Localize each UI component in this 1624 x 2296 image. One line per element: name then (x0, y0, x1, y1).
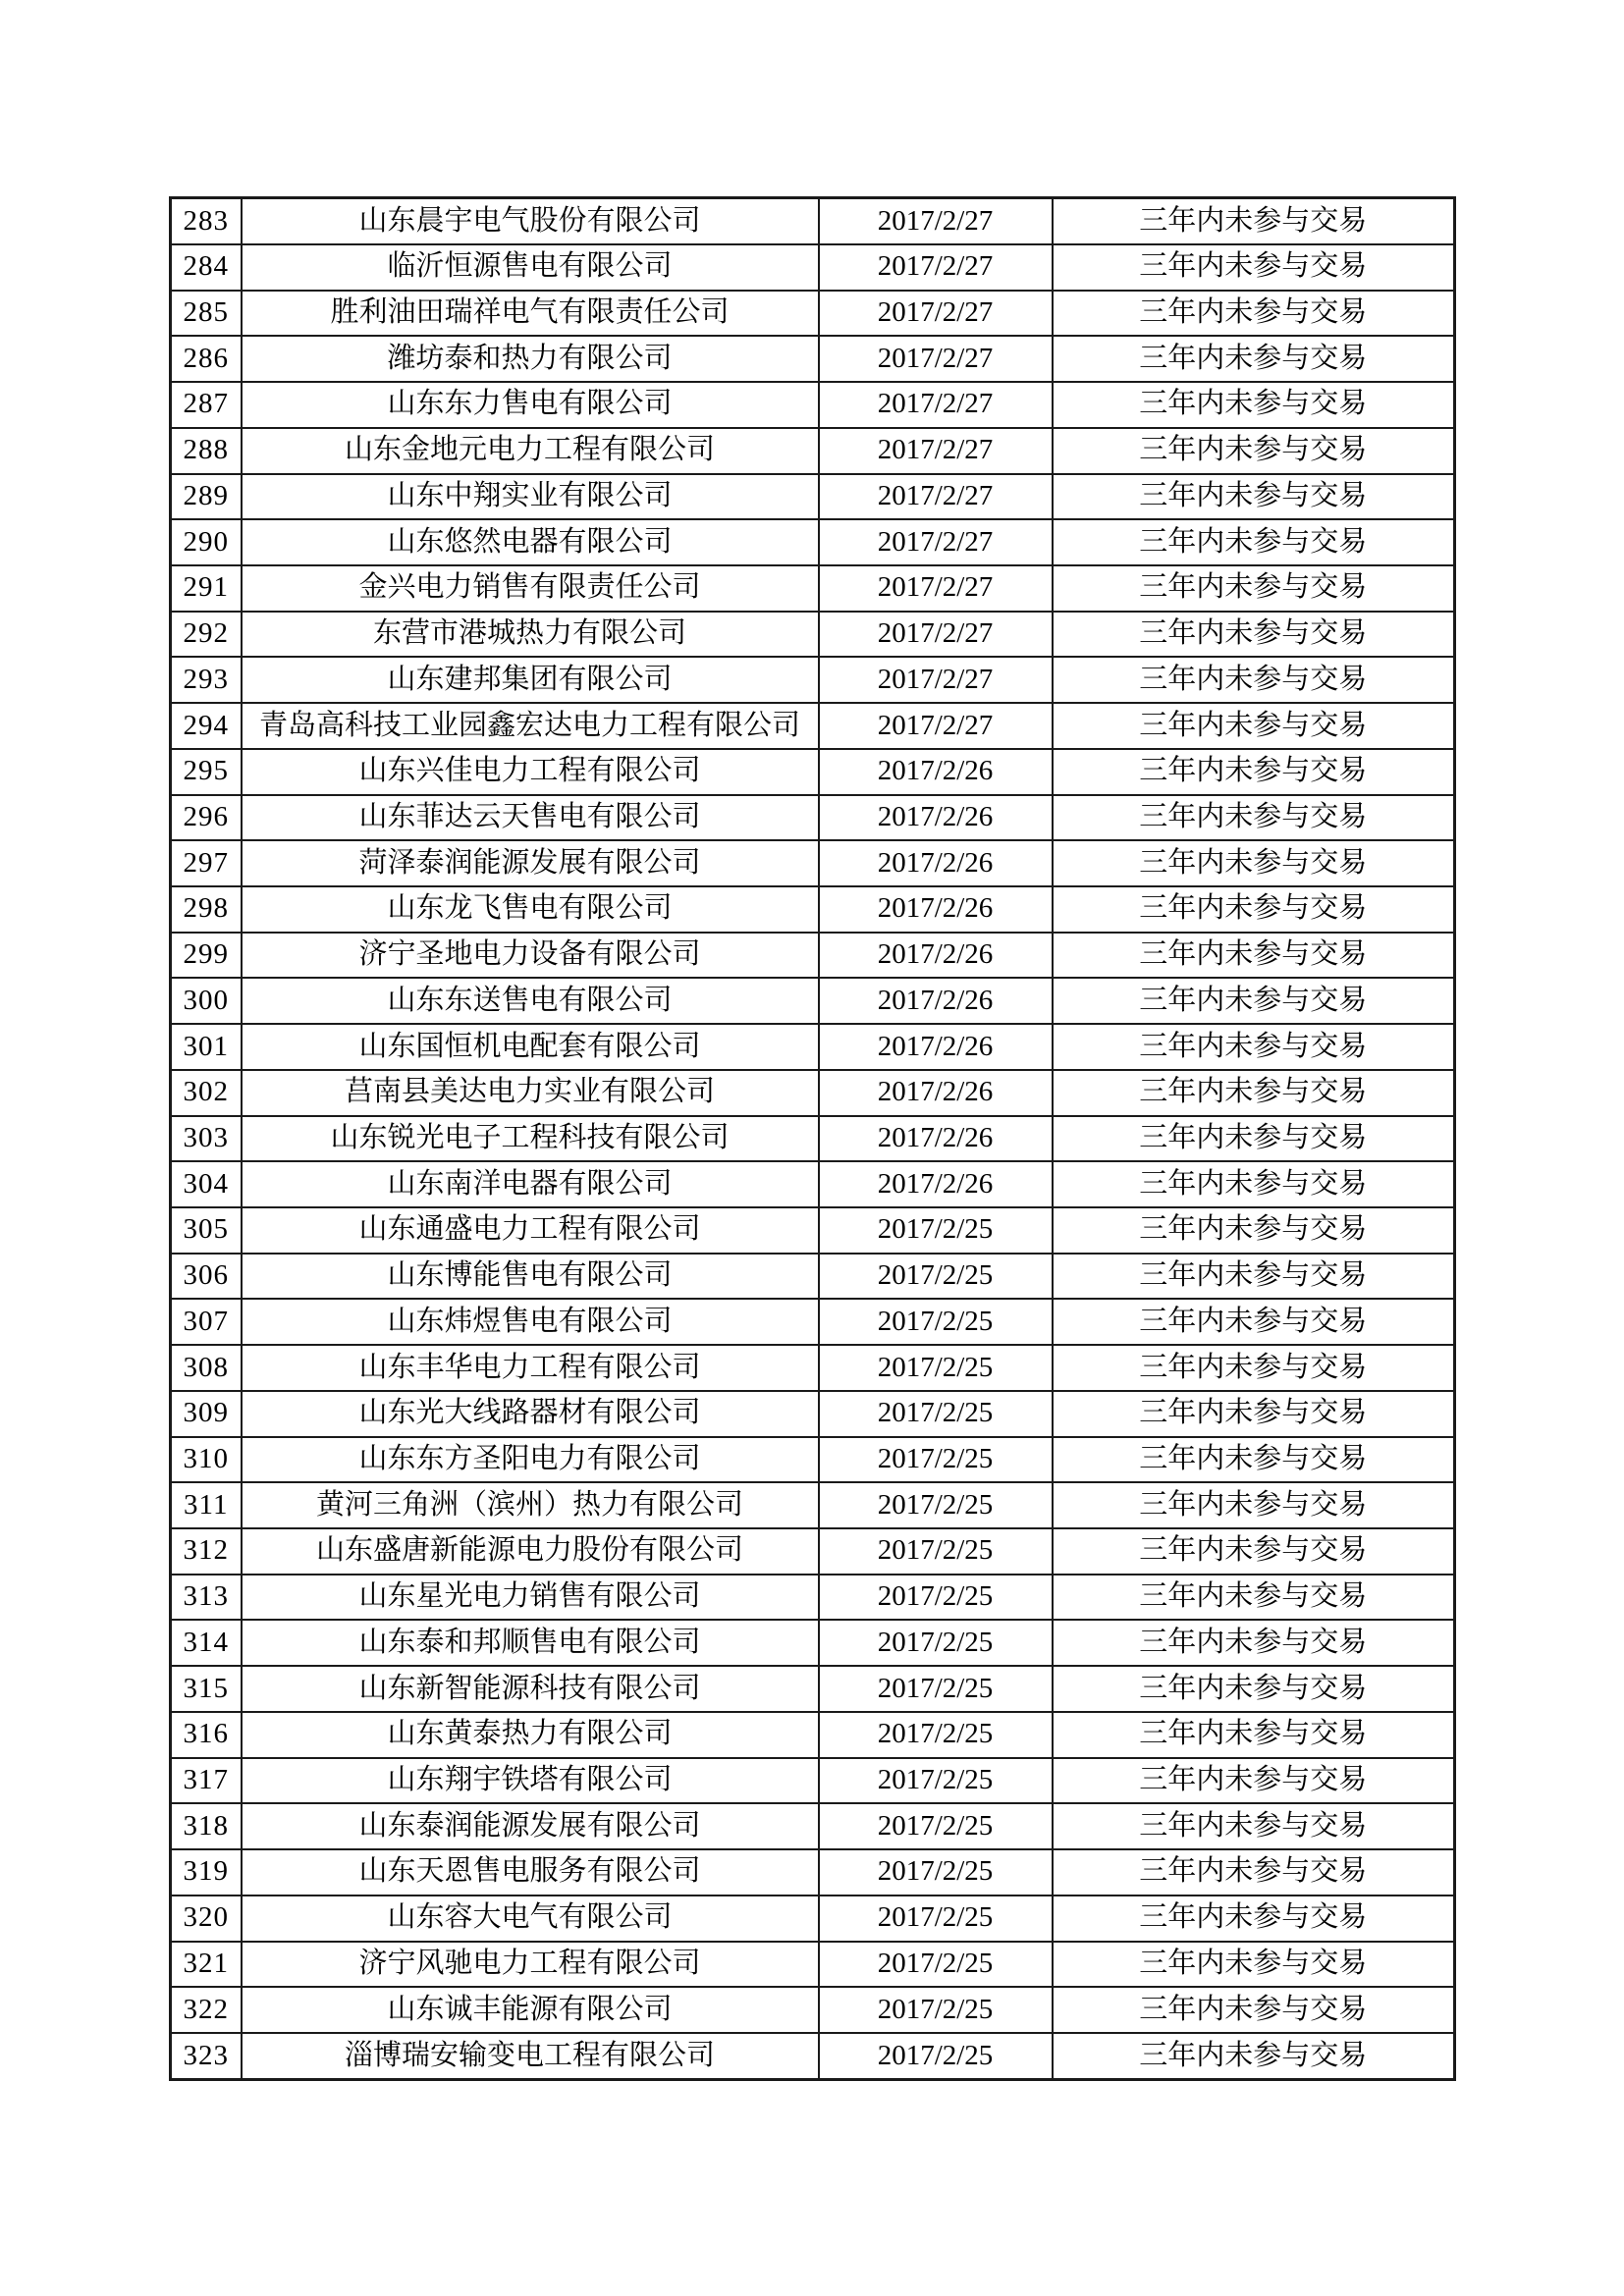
row-number-cell: 312 (171, 1528, 242, 1575)
date-cell: 2017/2/26 (819, 795, 1053, 841)
date-cell: 2017/2/25 (819, 1345, 1053, 1391)
table-row (171, 1849, 1455, 1896)
registry-table-body (171, 198, 1455, 2080)
status-cell: 三年内未参与交易 (1053, 1803, 1455, 1849)
table-row (171, 1391, 1455, 1437)
row-number-cell: 294 (171, 703, 242, 749)
row-number-cell: 291 (171, 565, 242, 612)
date-cell: 2017/2/25 (819, 1528, 1053, 1575)
row-number-cell: 285 (171, 291, 242, 337)
table-row (171, 1024, 1455, 1070)
registry-table (169, 196, 1456, 2081)
company-name-cell: 莒南县美达电力实业有限公司 (242, 1070, 819, 1116)
date-cell: 2017/2/25 (819, 1758, 1053, 1804)
row-number-cell: 309 (171, 1391, 242, 1437)
date-cell: 2017/2/25 (819, 1391, 1053, 1437)
status-cell: 三年内未参与交易 (1053, 1942, 1455, 1988)
row-number-cell: 315 (171, 1666, 242, 1712)
status-cell: 三年内未参与交易 (1053, 1437, 1455, 1483)
date-cell: 2017/2/26 (819, 978, 1053, 1024)
status-cell: 三年内未参与交易 (1053, 886, 1455, 933)
date-cell: 2017/2/25 (819, 1712, 1053, 1758)
status-cell: 三年内未参与交易 (1053, 1896, 1455, 1942)
table-row (171, 1575, 1455, 1621)
table-row (171, 1437, 1455, 1483)
status-cell: 三年内未参与交易 (1053, 612, 1455, 658)
table-row (171, 978, 1455, 1024)
status-cell: 三年内未参与交易 (1053, 1712, 1455, 1758)
status-cell: 三年内未参与交易 (1053, 565, 1455, 612)
company-name-cell: 山东东方圣阳电力有限公司 (242, 1437, 819, 1483)
row-number-cell: 304 (171, 1161, 242, 1207)
date-cell: 2017/2/26 (819, 1116, 1053, 1162)
row-number-cell: 290 (171, 519, 242, 565)
row-number-cell: 302 (171, 1070, 242, 1116)
table-row (171, 657, 1455, 703)
status-cell: 三年内未参与交易 (1053, 1024, 1455, 1070)
date-cell: 2017/2/25 (819, 1575, 1053, 1621)
date-cell: 2017/2/27 (819, 428, 1053, 474)
row-number-cell: 292 (171, 612, 242, 658)
company-name-cell: 山东诚丰能源有限公司 (242, 1987, 819, 2033)
company-name-cell: 山东建邦集团有限公司 (242, 657, 819, 703)
status-cell: 三年内未参与交易 (1053, 1666, 1455, 1712)
table-row (171, 2033, 1455, 2080)
status-cell: 三年内未参与交易 (1053, 1254, 1455, 1300)
date-cell: 2017/2/26 (819, 749, 1053, 795)
row-number-cell: 307 (171, 1299, 242, 1345)
status-cell: 三年内未参与交易 (1053, 1161, 1455, 1207)
date-cell: 2017/2/26 (819, 1161, 1053, 1207)
status-cell: 三年内未参与交易 (1053, 474, 1455, 520)
date-cell: 2017/2/25 (819, 1299, 1053, 1345)
company-name-cell: 济宁圣地电力设备有限公司 (242, 933, 819, 979)
row-number-cell: 313 (171, 1575, 242, 1621)
row-number-cell: 289 (171, 474, 242, 520)
company-name-cell: 山东泰和邦顺售电有限公司 (242, 1620, 819, 1666)
table-row (171, 1207, 1455, 1254)
table-row (171, 1116, 1455, 1162)
company-name-cell: 青岛高科技工业园鑫宏达电力工程有限公司 (242, 703, 819, 749)
table-row (171, 612, 1455, 658)
status-cell: 三年内未参与交易 (1053, 1575, 1455, 1621)
company-name-cell: 胜利油田瑞祥电气有限责任公司 (242, 291, 819, 337)
company-name-cell: 山东菲达云天售电有限公司 (242, 795, 819, 841)
status-cell: 三年内未参与交易 (1053, 2033, 1455, 2080)
date-cell: 2017/2/26 (819, 1070, 1053, 1116)
company-name-cell: 山东金地元电力工程有限公司 (242, 428, 819, 474)
company-name-cell: 淄博瑞安输变电工程有限公司 (242, 2033, 819, 2080)
row-number-cell: 296 (171, 795, 242, 841)
date-cell: 2017/2/25 (819, 1987, 1053, 2033)
date-cell: 2017/2/25 (819, 1207, 1053, 1254)
row-number-cell: 314 (171, 1620, 242, 1666)
table-row (171, 1987, 1455, 2033)
status-cell: 三年内未参与交易 (1053, 1391, 1455, 1437)
company-name-cell: 山东泰润能源发展有限公司 (242, 1803, 819, 1849)
table-row (171, 428, 1455, 474)
table-row (171, 795, 1455, 841)
table-row (171, 933, 1455, 979)
status-cell: 三年内未参与交易 (1053, 428, 1455, 474)
company-name-cell: 菏泽泰润能源发展有限公司 (242, 840, 819, 886)
status-cell: 三年内未参与交易 (1053, 1620, 1455, 1666)
company-name-cell: 山东国恒机电配套有限公司 (242, 1024, 819, 1070)
row-number-cell: 299 (171, 933, 242, 979)
table-row (171, 1803, 1455, 1849)
date-cell: 2017/2/25 (819, 1942, 1053, 1988)
table-row (171, 1299, 1455, 1345)
date-cell: 2017/2/27 (819, 612, 1053, 658)
row-number-cell: 322 (171, 1987, 242, 2033)
company-name-cell: 潍坊泰和热力有限公司 (242, 336, 819, 382)
row-number-cell: 283 (171, 198, 242, 244)
row-number-cell: 303 (171, 1116, 242, 1162)
row-number-cell: 293 (171, 657, 242, 703)
status-cell: 三年内未参与交易 (1053, 795, 1455, 841)
status-cell: 三年内未参与交易 (1053, 1299, 1455, 1345)
date-cell: 2017/2/27 (819, 198, 1053, 244)
registry-table-container (169, 196, 1455, 2081)
company-name-cell: 山东丰华电力工程有限公司 (242, 1345, 819, 1391)
date-cell: 2017/2/26 (819, 840, 1053, 886)
company-name-cell: 山东容大电气有限公司 (242, 1896, 819, 1942)
row-number-cell: 316 (171, 1712, 242, 1758)
row-number-cell: 286 (171, 336, 242, 382)
company-name-cell: 临沂恒源售电有限公司 (242, 244, 819, 291)
status-cell: 三年内未参与交易 (1053, 519, 1455, 565)
company-name-cell: 山东光大线路器材有限公司 (242, 1391, 819, 1437)
date-cell: 2017/2/25 (819, 1437, 1053, 1483)
table-row (171, 1620, 1455, 1666)
date-cell: 2017/2/25 (819, 1254, 1053, 1300)
status-cell: 三年内未参与交易 (1053, 1849, 1455, 1896)
table-row (171, 1758, 1455, 1804)
table-row (171, 382, 1455, 428)
date-cell: 2017/2/27 (819, 336, 1053, 382)
company-name-cell: 山东东送售电有限公司 (242, 978, 819, 1024)
table-row (171, 291, 1455, 337)
table-row (171, 198, 1455, 244)
date-cell: 2017/2/27 (819, 291, 1053, 337)
row-number-cell: 288 (171, 428, 242, 474)
table-row (171, 1942, 1455, 1988)
table-row (171, 1254, 1455, 1300)
row-number-cell: 308 (171, 1345, 242, 1391)
status-cell: 三年内未参与交易 (1053, 1070, 1455, 1116)
status-cell: 三年内未参与交易 (1053, 1207, 1455, 1254)
company-name-cell: 山东翔宇铁塔有限公司 (242, 1758, 819, 1804)
table-row (171, 474, 1455, 520)
date-cell: 2017/2/25 (819, 1482, 1053, 1528)
company-name-cell: 山东东力售电有限公司 (242, 382, 819, 428)
row-number-cell: 321 (171, 1942, 242, 1988)
row-number-cell: 298 (171, 886, 242, 933)
company-name-cell: 山东盛唐新能源电力股份有限公司 (242, 1528, 819, 1575)
company-name-cell: 山东黄泰热力有限公司 (242, 1712, 819, 1758)
row-number-cell: 318 (171, 1803, 242, 1849)
date-cell: 2017/2/25 (819, 1896, 1053, 1942)
date-cell: 2017/2/26 (819, 933, 1053, 979)
status-cell: 三年内未参与交易 (1053, 382, 1455, 428)
row-number-cell: 311 (171, 1482, 242, 1528)
status-cell: 三年内未参与交易 (1053, 703, 1455, 749)
status-cell: 三年内未参与交易 (1053, 198, 1455, 244)
date-cell: 2017/2/27 (819, 519, 1053, 565)
row-number-cell: 300 (171, 978, 242, 1024)
table-row (171, 1345, 1455, 1391)
date-cell: 2017/2/25 (819, 1849, 1053, 1896)
row-number-cell: 287 (171, 382, 242, 428)
row-number-cell: 297 (171, 840, 242, 886)
table-row (171, 703, 1455, 749)
status-cell: 三年内未参与交易 (1053, 840, 1455, 886)
row-number-cell: 306 (171, 1254, 242, 1300)
table-row (171, 1896, 1455, 1942)
company-name-cell: 山东博能售电有限公司 (242, 1254, 819, 1300)
company-name-cell: 山东兴佳电力工程有限公司 (242, 749, 819, 795)
table-row (171, 1666, 1455, 1712)
table-row (171, 1712, 1455, 1758)
row-number-cell: 295 (171, 749, 242, 795)
company-name-cell: 金兴电力销售有限责任公司 (242, 565, 819, 612)
company-name-cell: 山东新智能源科技有限公司 (242, 1666, 819, 1712)
row-number-cell: 319 (171, 1849, 242, 1896)
date-cell: 2017/2/25 (819, 2033, 1053, 2080)
company-name-cell: 山东晨宇电气股份有限公司 (242, 198, 819, 244)
company-name-cell: 山东龙飞售电有限公司 (242, 886, 819, 933)
company-name-cell: 山东中翔实业有限公司 (242, 474, 819, 520)
row-number-cell: 305 (171, 1207, 242, 1254)
table-row (171, 1070, 1455, 1116)
company-name-cell: 济宁风驰电力工程有限公司 (242, 1942, 819, 1988)
date-cell: 2017/2/27 (819, 657, 1053, 703)
table-row (171, 336, 1455, 382)
status-cell: 三年内未参与交易 (1053, 1758, 1455, 1804)
company-name-cell: 山东炜煜售电有限公司 (242, 1299, 819, 1345)
date-cell: 2017/2/27 (819, 703, 1053, 749)
row-number-cell: 320 (171, 1896, 242, 1942)
status-cell: 三年内未参与交易 (1053, 749, 1455, 795)
table-row (171, 1482, 1455, 1528)
company-name-cell: 山东星光电力销售有限公司 (242, 1575, 819, 1621)
date-cell: 2017/2/26 (819, 886, 1053, 933)
status-cell: 三年内未参与交易 (1053, 657, 1455, 703)
status-cell: 三年内未参与交易 (1053, 1345, 1455, 1391)
status-cell: 三年内未参与交易 (1053, 244, 1455, 291)
status-cell: 三年内未参与交易 (1053, 933, 1455, 979)
date-cell: 2017/2/25 (819, 1666, 1053, 1712)
company-name-cell: 山东南洋电器有限公司 (242, 1161, 819, 1207)
status-cell: 三年内未参与交易 (1053, 978, 1455, 1024)
date-cell: 2017/2/27 (819, 244, 1053, 291)
date-cell: 2017/2/25 (819, 1803, 1053, 1849)
date-cell: 2017/2/25 (819, 1620, 1053, 1666)
company-name-cell: 山东天恩售电服务有限公司 (242, 1849, 819, 1896)
company-name-cell: 黄河三角洲（滨州）热力有限公司 (242, 1482, 819, 1528)
row-number-cell: 323 (171, 2033, 242, 2080)
company-name-cell: 山东锐光电子工程科技有限公司 (242, 1116, 819, 1162)
table-row (171, 1161, 1455, 1207)
table-row (171, 886, 1455, 933)
status-cell: 三年内未参与交易 (1053, 1528, 1455, 1575)
date-cell: 2017/2/26 (819, 1024, 1053, 1070)
status-cell: 三年内未参与交易 (1053, 1116, 1455, 1162)
status-cell: 三年内未参与交易 (1053, 291, 1455, 337)
row-number-cell: 301 (171, 1024, 242, 1070)
table-row (171, 244, 1455, 291)
status-cell: 三年内未参与交易 (1053, 336, 1455, 382)
status-cell: 三年内未参与交易 (1053, 1987, 1455, 2033)
table-row (171, 840, 1455, 886)
date-cell: 2017/2/27 (819, 474, 1053, 520)
status-cell: 三年内未参与交易 (1053, 1482, 1455, 1528)
company-name-cell: 山东悠然电器有限公司 (242, 519, 819, 565)
date-cell: 2017/2/27 (819, 565, 1053, 612)
table-row (171, 519, 1455, 565)
row-number-cell: 317 (171, 1758, 242, 1804)
date-cell: 2017/2/27 (819, 382, 1053, 428)
table-row (171, 749, 1455, 795)
company-name-cell: 东营市港城热力有限公司 (242, 612, 819, 658)
table-row (171, 1528, 1455, 1575)
company-name-cell: 山东通盛电力工程有限公司 (242, 1207, 819, 1254)
row-number-cell: 284 (171, 244, 242, 291)
row-number-cell: 310 (171, 1437, 242, 1483)
table-row (171, 565, 1455, 612)
